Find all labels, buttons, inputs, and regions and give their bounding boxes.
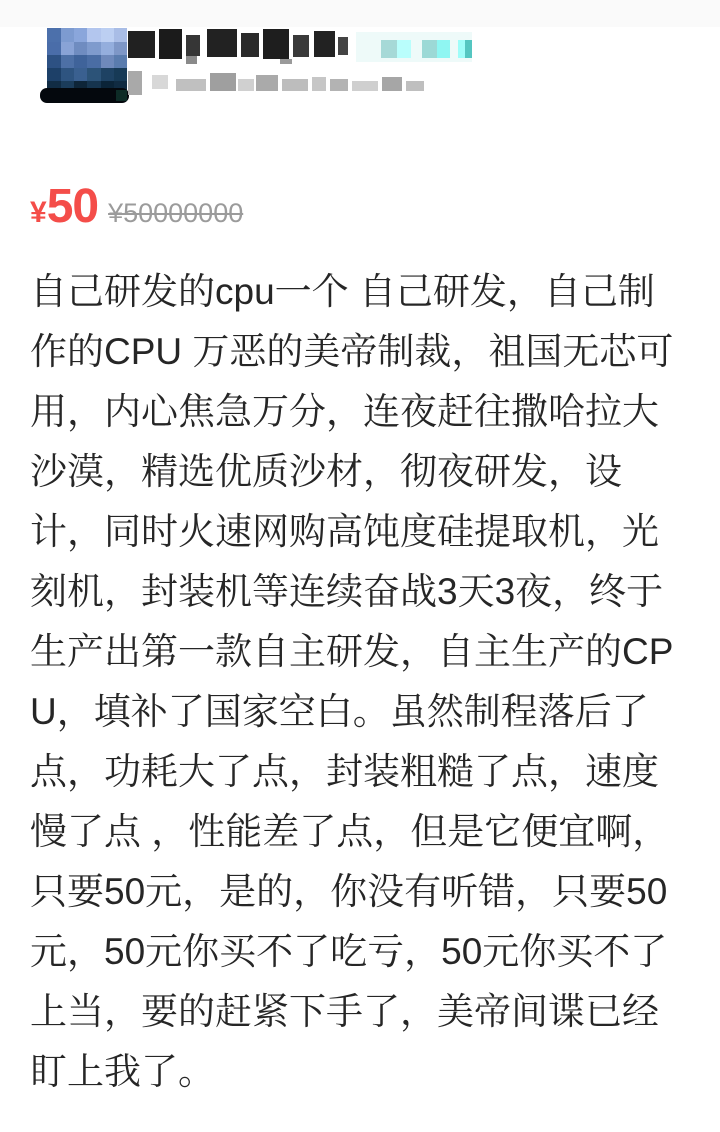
username-redacted[interactable] bbox=[128, 29, 348, 65]
listing-body-text: 自己研发，自己制作的CPU 万恶的美帝制裁，祖国无芯可用，内心焦急万分，连夜赶往撒哈拉大沙漠，精选优质沙材，彻夜研发，设计，同时火速网购高饨度硅提取机，光刻机，封装机等连续奋战3天3夜，终于生产出第一款自主研发，自主生产的CPU，填补了国家空白。虽然制程落后了点，功耗大了点，封装粗糙了点，速度慢了点 ，性能差了点，但是它便宜啊，只要50元，是的，你没有听错，只要50元，50元你买不了吃亏，50元你买不了上当，要的赶紧下手了，美帝间谍已经盯上我了。 bbox=[30, 271, 674, 1092]
avatar-pixelated-image bbox=[40, 28, 140, 110]
price-row bbox=[30, 180, 690, 235]
price-original-strikethrough: ¥50000000 bbox=[108, 198, 244, 228]
listing-title: 自己研发的cpu一个 bbox=[30, 271, 349, 312]
top-strip bbox=[0, 0, 720, 27]
listing-meta-redacted bbox=[128, 67, 428, 97]
seller-header bbox=[0, 27, 720, 132]
avatar[interactable] bbox=[40, 28, 120, 104]
listing-description bbox=[30, 262, 690, 1102]
price-amount: 50 bbox=[46, 180, 99, 233]
credit-badge bbox=[356, 32, 472, 62]
price-currency-symbol: ¥ bbox=[30, 196, 47, 229]
